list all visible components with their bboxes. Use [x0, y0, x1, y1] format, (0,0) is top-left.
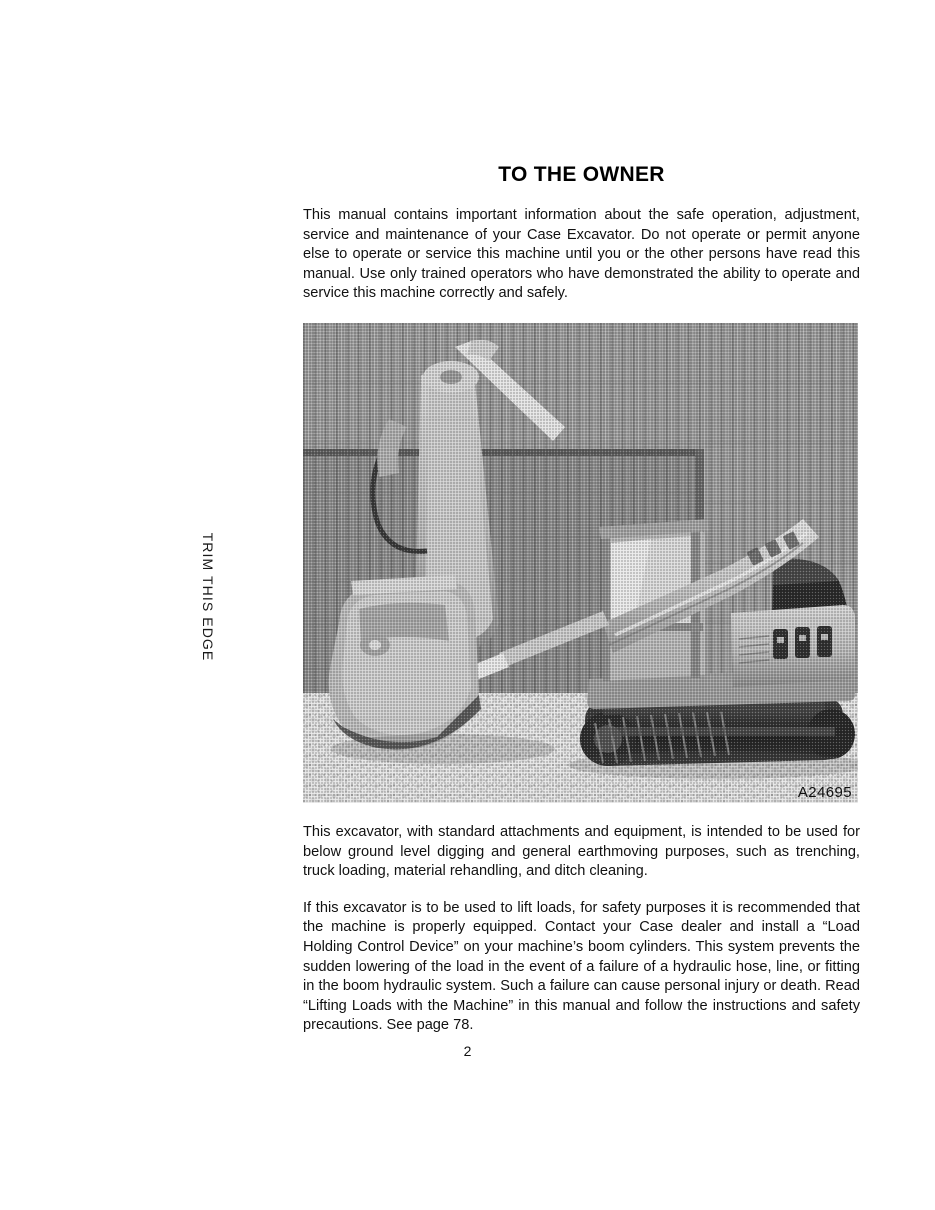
paragraph-lifting-loads: If this excavator is to be used to lift loads, for safety purposes it is recommended that the machine is properly equipped. Contact your Case dealer and install a “Load Holding Control Device” on your machine’s boom cylinders. This system prevents the sudden lowering of the load in the event of a failure of a hydraulic hose, line, or fitting in the boom hydraulic system. Such a failure can cause personal injury or death. Read “Lifting Loads with the Machine” in this manual and follow the instructions and safety precautions. See page 78. [303, 899, 860, 1034]
figure-caption: A24695 [797, 783, 852, 801]
excavator-photo-image [303, 323, 858, 803]
paragraph-intro: This manual contains important information about the safe operation, adjustment, service and maintenance of your Case Excavator. Do not operate or permit anyone else to operate or service this machine until you or the other persons have read this manual. Use only trained operators who have demonstrated the ability to operate and service this machine correctly and safely. [303, 207, 860, 302]
paragraph-intended-use: This excavator, with standard attachments and equipment, is intended to be used for below ground level digging and general earthmoving purposes, such as trenching, truck loading, material rehandling, and ditch cleaning. [303, 823, 860, 880]
page-number: 2 [463, 1043, 472, 1059]
trim-edge-note: TRIM THIS EDGE [200, 532, 216, 662]
page-content-column [303, 0, 860, 1036]
page-title: TO THE OWNER [498, 163, 665, 186]
excavator-photo [303, 323, 858, 803]
